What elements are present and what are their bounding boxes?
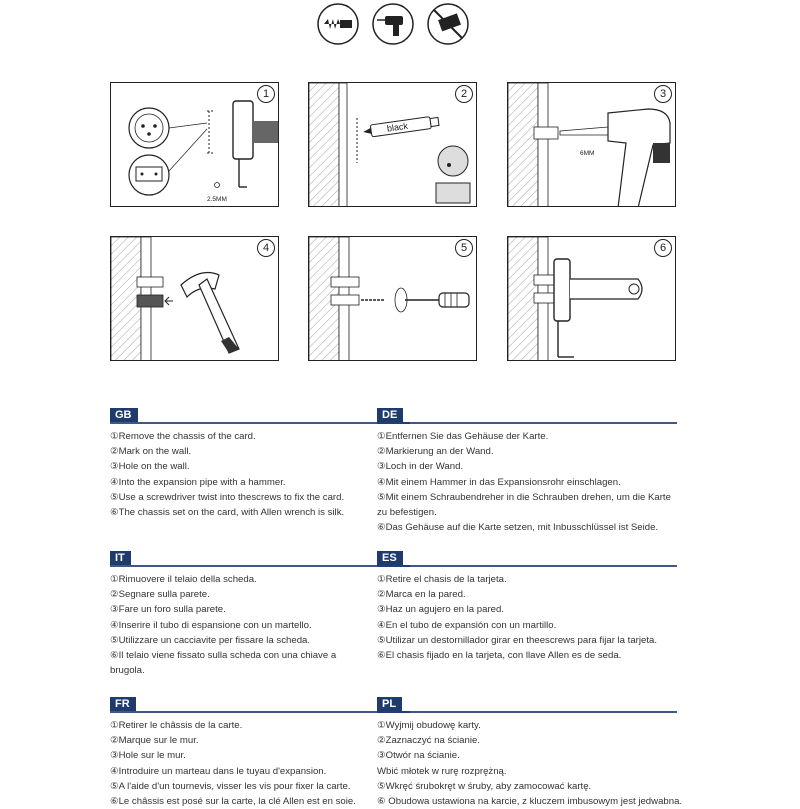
step-panel-4: [110, 236, 279, 361]
wall-section: [508, 83, 538, 207]
step-number: 1: [257, 85, 275, 103]
step-panel-6: [507, 236, 676, 361]
language-section-de: [377, 405, 707, 535]
language-tag: IT: [110, 551, 131, 565]
instruction-line: ⑥Il telaio viene fissato sulla scheda con una chiave a brugola.: [110, 650, 337, 677]
marker-pen-icon: [362, 116, 439, 138]
step-panel-2: [308, 82, 477, 207]
instruction-line: ②Zaznaczyć na ścianie.: [377, 735, 480, 747]
instruction-line: ⑤Wkręć śrubokręt w śruby, aby zamocować kartę.: [377, 780, 592, 792]
instruction-line: ⑤A l'aide d'un tournevis, visser les vis pour fixer la carte.: [110, 780, 351, 792]
instruction-line: ⑤Use a screwdriver twist into thescrews to fix the card.: [110, 491, 345, 503]
no-glue-icon: [426, 2, 470, 46]
bracket-closeup-icon: [129, 155, 169, 195]
screwdriver-icon: [405, 293, 469, 307]
wall-section: [309, 83, 339, 207]
instruction-line: ②Marca en la pared.: [377, 589, 466, 601]
language-tag: PL: [377, 697, 402, 711]
instruction-line: ⑥ Obudowa ustawiona na karcie, z kluczem imbusowym jest jedwabna.: [377, 796, 683, 808]
instruction-line: ③Hole sur le mur.: [110, 750, 186, 762]
step-panel-1: [110, 82, 279, 207]
instruction-line: ③Loch in der Wand.: [377, 461, 464, 473]
step-number: 4: [257, 239, 275, 257]
instruction-line: ②Markierung an der Wand.: [377, 446, 494, 458]
instruction-line: ⑥The chassis set on the card, with Allen wrench is silk.: [110, 507, 345, 519]
marker-label: black: [386, 120, 409, 134]
expansion-pipe: [137, 277, 163, 287]
wall-section: [508, 237, 538, 361]
instruction-line: ②Marque sur le mur.: [110, 735, 199, 747]
instruction-line: ②Segnare sulla parete.: [110, 589, 210, 601]
instruction-line: ②Mark on the wall.: [110, 446, 192, 458]
card-chassis-icon: [554, 259, 570, 321]
instruction-line: ④En el tubo de expansión con un martillo.: [377, 619, 557, 631]
step-number: 2: [455, 85, 473, 103]
instruction-line: ④Into the expansion pipe with a hammer.: [110, 476, 286, 488]
instruction-line: ⑥Le châssis est posé sur la carte, la clé Allen est en soie.: [110, 796, 356, 808]
instruction-line: ⑤Utilizzare un cacciavite per fissare la scheda.: [110, 634, 311, 646]
card-chassis-icon: [233, 101, 253, 159]
instruction-line: ①Retire el chasis de la tarjeta.: [377, 574, 507, 585]
instruction-line: ①Wyjmij obudowę karty.: [377, 720, 481, 731]
drill-bit-icon: [560, 127, 608, 135]
language-section-pl: [377, 694, 707, 809]
instruction-line: ⑤Utilizar un destornillador girar en theescrews para fijar la tarjeta.: [377, 634, 658, 646]
instruction-line: ③Otwór na ścianie.: [377, 750, 460, 762]
step-number: 3: [654, 85, 672, 103]
pin-size-label: 2.5MM: [207, 196, 227, 203]
hammer-icon: [181, 273, 239, 353]
instruction-line: Wbić młotek w rurę rozprężną.: [377, 765, 507, 777]
instruction-line: ③Haz un agujero en la pared.: [377, 604, 505, 616]
instruction-line: ①Rimuovere il telaio della scheda.: [110, 574, 257, 585]
step-number: 6: [654, 239, 672, 257]
expansion-pipe: [331, 277, 359, 287]
instruction-line: ③Fare un foro sulla parete.: [110, 604, 226, 616]
drill-bit-icon: [316, 2, 360, 46]
instruction-line: ④Introduire un marteau dans le tuyau d'expansion.: [110, 765, 327, 777]
instruction-line: ①Remove the chassis of the card.: [110, 431, 256, 442]
language-tag: FR: [110, 697, 136, 711]
language-tag: GB: [110, 408, 138, 422]
instruction-line: ⑥Das Gehäuse auf die Karte setzen, mit Inbusschlüssel ist Seide.: [377, 522, 659, 534]
step-number: 5: [455, 239, 473, 257]
step-panel-3: [507, 82, 676, 207]
power-drill-icon: [371, 2, 415, 46]
instruction-line: ④Mit einem Hammer in das Expansionsrohr einschlagen.: [377, 476, 621, 488]
instruction-line: ⑥El chasis fijado en la tarjeta, con llave Allen es de seda.: [377, 650, 622, 662]
instruction-line: ④Inserire il tubo di espansione con un martello.: [110, 619, 312, 631]
language-tag: ES: [377, 551, 403, 565]
language-section-es: [377, 548, 707, 663]
step-panel-5: [308, 236, 477, 361]
drill-size-label: 6MM: [580, 150, 595, 157]
instruction-line: ⑤Mit einem Schraubendreher in die Schrauben drehen, um die Karte zu befestigen.: [377, 491, 671, 519]
language-tag: DE: [377, 408, 403, 422]
wall-section: [111, 237, 141, 361]
instruction-line: ①Retirer le châssis de la carte.: [110, 720, 243, 731]
instruction-line: ①Entfernen Sie das Gehäuse der Karte.: [377, 431, 549, 442]
instruction-line: ③Hole on the wall.: [110, 461, 190, 473]
